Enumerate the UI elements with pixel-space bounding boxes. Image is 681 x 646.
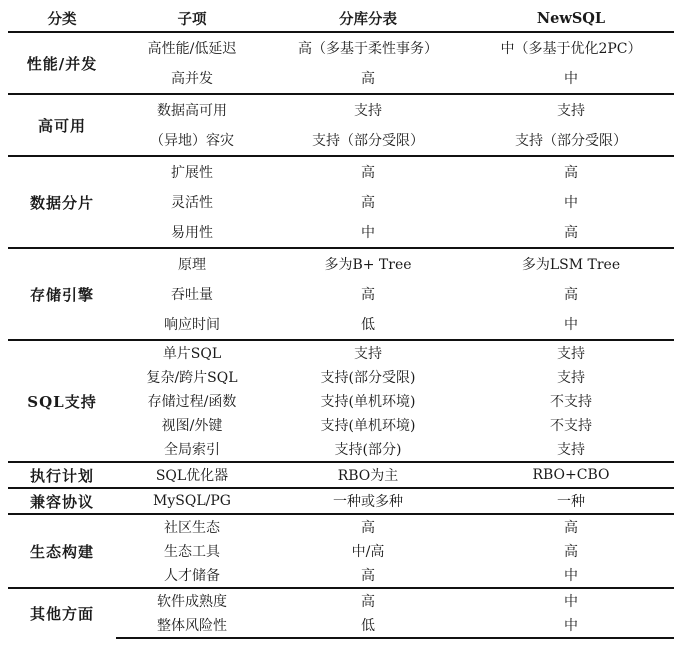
sharding-cell: 高（多基于柔性事务） [268,32,468,63]
subitem-cell: 视图/外键 [161,418,223,434]
subitem-cell: 单片SQL [116,340,268,365]
category-cell: 执行计划 [8,462,116,488]
subitem-cell: 整体风险性 [116,613,268,638]
newsql-cell: 高 [564,287,578,303]
sharding-cell: 中/高 [351,544,385,560]
table-row [8,488,674,514]
sharding-cell: 支持(部分) [334,442,402,458]
subitem-cell: （异地）容灾 [150,133,234,149]
subitem-cell: 灵活性 [171,195,213,211]
newsql-cell: 中 [564,568,578,584]
subitem-cell: 人才储备 [164,568,220,584]
table-row [8,514,674,539]
subitem-cell: 易用性 [171,225,213,241]
table-row [8,462,674,488]
table-header [8,5,674,32]
category-cell: SQL支持 [8,340,116,462]
newsql-cell: 高 [564,225,578,241]
sharding-cell: 支持(部分受限) [320,370,416,386]
newsql-cell: 中 [468,613,674,638]
sharding-cell: 支持 [268,94,468,125]
table-row [8,248,674,279]
newsql-cell: 不支持 [550,394,592,410]
table-row [8,156,674,187]
newsql-cell: 支持 [468,94,674,125]
sharding-cell: 多为B+ Tree [268,248,468,279]
sharding-cell: 高 [361,71,375,87]
subitem-cell: 生态工具 [164,544,220,560]
category-cell: 存储引擎 [8,248,116,340]
sharding-cell: 支持(单机环境) [320,394,416,410]
sharding-cell: 高 [361,568,375,584]
table-row [8,588,674,613]
sharding-cell: 高 [268,588,468,613]
category-cell: 生态构建 [8,514,116,588]
subitem-cell: 存储过程/函数 [147,394,237,410]
header-category: 分类 [8,5,116,32]
header-sharding: 分库分表 [268,5,468,32]
subitem-cell: 全局索引 [164,442,220,458]
category-cell: 其他方面 [8,588,116,638]
comparison-table [8,5,674,639]
newsql-cell: 支持 [557,370,585,386]
category-cell: 数据分片 [8,156,116,248]
subitem-cell: SQL优化器 [116,462,268,488]
sharding-cell: 低 [361,317,375,333]
sharding-cell: 一种或多种 [268,488,468,514]
sharding-cell: 高 [361,287,375,303]
table-row [8,340,674,365]
sharding-cell: 低 [268,613,468,638]
newsql-cell: 不支持 [550,418,592,434]
sharding-cell: 支持(单机环境) [320,418,416,434]
subitem-cell: 吞吐量 [171,287,213,303]
sharding-cell: 支持 [268,340,468,365]
newsql-cell: 高 [468,156,674,187]
newsql-cell: 一种 [468,488,674,514]
category-cell: 性能/并发 [8,32,116,94]
header-newsql: NewSQL [468,5,674,32]
subitem-cell: 响应时间 [164,317,220,333]
subitem-cell: 原理 [116,248,268,279]
category-cell: 高可用 [8,94,116,156]
newsql-cell: 多为LSM Tree [468,248,674,279]
newsql-cell: 中 [564,195,578,211]
subitem-cell: 扩展性 [116,156,268,187]
newsql-cell: 支持 [557,442,585,458]
subitem-cell: MySQL/PG [116,488,268,514]
subitem-cell: 数据高可用 [116,94,268,125]
newsql-cell: 中（多基于优化2PC） [468,32,674,63]
sharding-cell: 高 [361,195,375,211]
newsql-cell: 支持（部分受限） [515,133,627,149]
sharding-cell: 高 [268,514,468,539]
newsql-cell: 中 [564,71,578,87]
table-row [8,32,674,63]
sharding-cell: 中 [361,225,375,241]
newsql-cell: 高 [468,514,674,539]
newsql-cell: 支持 [468,340,674,365]
sharding-cell: RBO为主 [268,462,468,488]
sharding-cell: 支持（部分受限） [312,133,424,149]
subitem-cell: 高并发 [171,71,213,87]
newsql-cell: 高 [564,544,578,560]
newsql-cell: 中 [564,317,578,333]
subitem-cell: 复杂/跨片SQL [146,370,238,386]
newsql-cell: RBO+CBO [468,462,674,488]
subitem-cell: 软件成熟度 [116,588,268,613]
subitem-cell: 社区生态 [116,514,268,539]
table-row [8,94,674,125]
header-subitem: 子项 [116,5,268,32]
subitem-cell: 高性能/低延迟 [116,32,268,63]
sharding-cell: 高 [268,156,468,187]
category-cell: 兼容协议 [8,488,116,514]
table-body [8,32,674,638]
newsql-cell: 中 [468,588,674,613]
